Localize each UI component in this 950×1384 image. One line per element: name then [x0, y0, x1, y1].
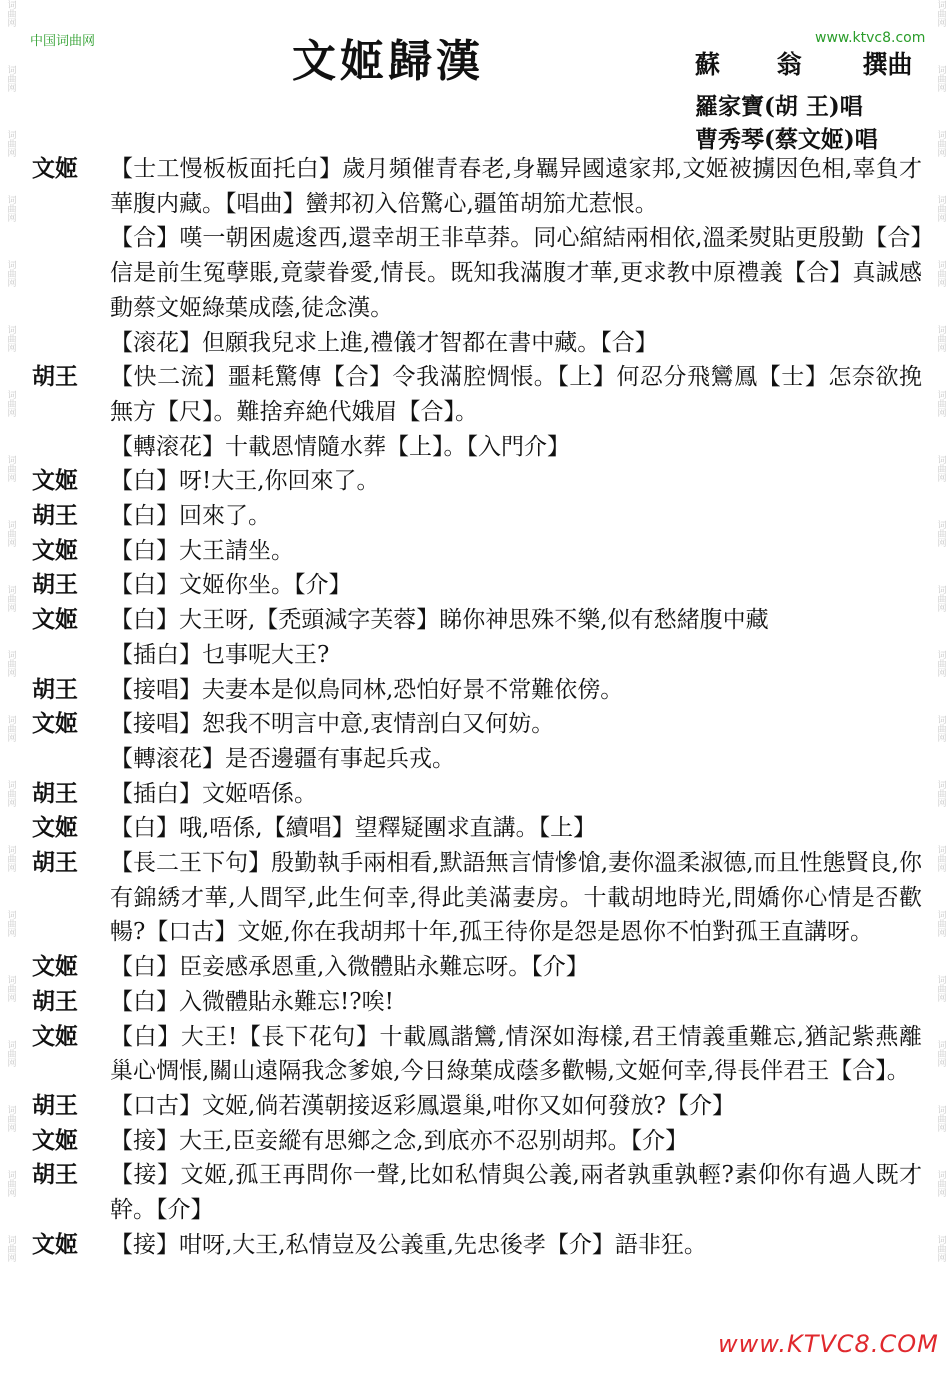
watermark-text: 词曲网 [935, 975, 946, 1002]
watermark-text: 词曲网 [935, 130, 946, 157]
watermark-text: 词曲网 [5, 0, 16, 27]
speaker-label: 胡王 [32, 1091, 78, 1119]
site-url: www.ktvc8.com [815, 30, 926, 46]
script-line [32, 603, 922, 638]
watermark-text: 词曲网 [5, 520, 16, 547]
script-line [32, 638, 922, 673]
watermark-text: 词曲网 [5, 130, 16, 157]
speaker-label [32, 221, 110, 325]
speaker-label: 胡王 [32, 849, 78, 877]
script-body [32, 152, 922, 1263]
watermark-text: 词曲网 [5, 325, 16, 352]
line-text: 【轉滚花】十載恩情隨水葬【上】。【入門介】 [110, 433, 570, 460]
speaker-label: 文姬 [32, 953, 78, 981]
line-text: 【接】文姬,孤王再問你一聲,比如私情與公義,兩者孰重孰輕?素仰你有過人既才幹。【介】 [110, 1162, 922, 1224]
site-name: 中国词曲网 [30, 34, 96, 49]
script-line [32, 326, 922, 361]
speaker-label: 胡王 [32, 1161, 78, 1189]
script-line [32, 1158, 922, 1227]
watermark-text: 词曲网 [5, 780, 16, 807]
composer-role: 撰曲 [862, 50, 913, 79]
script-line [32, 430, 922, 465]
line-text: 【白】入微體貼永難忘!?唉! [110, 988, 394, 1015]
script-line [32, 1124, 922, 1159]
watermark-text: 词曲网 [935, 195, 946, 222]
watermark-text: 词曲网 [935, 910, 946, 937]
line-text: 【白】文姬你坐。【介】 [110, 572, 352, 599]
script-line [32, 464, 922, 499]
watermark-text: 词曲网 [935, 520, 946, 547]
line-text: 【士工慢板板面托白】歲月頻催青春老,身羈异國遠家邦,文姬被擄因色相,辜負才華腹内藏。【唱曲】蠻邦初入倍驚心,疆笛胡笳尤惹恨。 [110, 156, 922, 217]
line-text: 【白】哦,唔係,【續唱】望釋疑團求直講。【上】 [110, 815, 597, 842]
watermark-text: 词曲网 [5, 260, 16, 287]
line-text: 【滚花】但願我兒求上進,禮儀才智都在書中藏。【合】 [110, 329, 658, 356]
speaker-label [32, 326, 110, 361]
speaker-label [32, 638, 110, 673]
script-line [32, 777, 922, 812]
composer-surname: 蘇 [695, 50, 721, 79]
line-text: 【白】大王請坐。 [110, 537, 294, 564]
singer-credit-2: 曹秀琴(蔡文姬)唱 [695, 126, 878, 153]
script-line [32, 707, 922, 742]
line-text: 【白】大王!【長下花句】十載鳳諧鸞,情深如海樣,君王情義重難忘,猶記紫燕離巢心惆悵,關山遠隔我念爹娘,今日綠葉成蔭多歡暢,文姬何幸,得長伴君王【合】。 [110, 1023, 922, 1085]
watermark-text: 词曲网 [5, 1040, 16, 1067]
watermark-text: 词曲网 [935, 585, 946, 612]
composer-credit [695, 45, 912, 81]
watermark-text: 词曲网 [5, 1105, 16, 1132]
watermark-text: 词曲网 [5, 845, 16, 872]
watermark-text: 词曲网 [935, 1170, 946, 1197]
line-text: 【長二王下句】殷勤執手兩相看,默語無言情慘愴,妻你溫柔淑德,而且性態賢良,你有錦綉才華,人間罕,此生何幸,得此美滿妻房。十載胡地時光,問嬌你心情是否歡暢?【口古】文姬,你在我胡邦十年,孤王待你是怨是恩你不怕對孤王直講呀。 [110, 850, 922, 946]
speaker-label: 文姬 [32, 536, 78, 564]
script-line [32, 499, 922, 534]
watermark-text: 词曲网 [5, 585, 16, 612]
line-text: 【插白】文姬唔係。 [110, 780, 317, 807]
watermark-text: 词曲网 [5, 650, 16, 677]
watermark-text: 词曲网 [935, 1105, 946, 1132]
line-text: 【白】臣妾感承恩重,入微體貼永難忘呀。【介】 [110, 954, 589, 981]
watermark-text: 词曲网 [5, 195, 16, 222]
speaker-label: 文姬 [32, 710, 78, 738]
watermark-text: 词曲网 [935, 845, 946, 872]
script-line [32, 360, 922, 429]
script-line [32, 985, 922, 1020]
watermark-text: 词曲网 [935, 715, 946, 742]
script-line [32, 811, 922, 846]
speaker-label: 文姬 [32, 606, 78, 634]
page-title: 文姬歸漢 [292, 36, 484, 87]
watermark-text: 词曲网 [935, 325, 946, 352]
line-text: 【白】回來了。 [110, 503, 271, 530]
script-line [32, 568, 922, 603]
line-text: 【接唱】夫妻本是似鳥同林,恐怕好景不常難依傍。 [110, 676, 624, 703]
speaker-label: 胡王 [32, 502, 78, 530]
script-line [32, 534, 922, 569]
watermark-text: 词曲网 [5, 975, 16, 1002]
watermark-text: 词曲网 [935, 390, 946, 417]
script-line [32, 221, 922, 325]
script-line [32, 1020, 922, 1089]
watermark-text: 词曲网 [935, 1235, 946, 1262]
speaker-label: 文姬 [32, 1126, 78, 1154]
watermark-text: 词曲网 [5, 455, 16, 482]
speaker-label: 文姬 [32, 814, 78, 842]
footer-site-url: www.KTVC8.COM [718, 1330, 939, 1358]
line-text: 【接】大王,臣妾縱有思鄉之念,到底亦不忍别胡邦。【介】 [110, 1127, 689, 1154]
line-text: 【合】嘆一朝困處逡西,還幸胡王非草莽。同心綰結兩相依,溫柔熨貼更殷勤【合】信是前生冤孽賬,竟蒙眷愛,情長。既知我滿腹才華,更求教中原禮義【合】真誠感動蔡文姬綠葉成蔭,徒念漢。 [110, 225, 922, 321]
speaker-label: 胡王 [32, 363, 78, 391]
watermark-right [932, 0, 948, 1384]
script-line [32, 1089, 922, 1124]
watermark-text: 词曲网 [935, 1040, 946, 1067]
speaker-label: 胡王 [32, 987, 78, 1015]
singer-credit-1: 羅家寶(胡 王)唱 [695, 93, 863, 120]
script-line [32, 742, 922, 777]
speaker-label: 文姬 [32, 467, 78, 495]
watermark-text: 词曲网 [935, 455, 946, 482]
watermark-text: 词曲网 [5, 715, 16, 742]
script-line [32, 846, 922, 950]
speaker-label: 胡王 [32, 571, 78, 599]
watermark-text: 词曲网 [5, 390, 16, 417]
speaker-label: 胡王 [32, 675, 78, 703]
watermark-text: 词曲网 [5, 1170, 16, 1197]
speaker-label: 文姬 [32, 1230, 78, 1258]
watermark-text: 词曲网 [935, 260, 946, 287]
script-line [32, 152, 922, 221]
script-line [32, 1228, 922, 1263]
watermark-text: 词曲网 [935, 0, 946, 27]
speaker-label: 文姬 [32, 155, 78, 182]
watermark-text: 词曲网 [5, 910, 16, 937]
line-text: 【轉滚花】是否邊疆有事起兵戎。 [110, 745, 455, 772]
speaker-label [32, 742, 110, 777]
line-text: 【插白】乜事呢大王? [110, 641, 330, 668]
script-line [32, 673, 922, 708]
watermark-text: 词曲网 [935, 65, 946, 92]
watermark-text: 词曲网 [5, 1235, 16, 1262]
watermark-left [2, 0, 18, 1384]
watermark-text: 词曲网 [5, 65, 16, 92]
speaker-label: 文姬 [32, 1022, 78, 1050]
speaker-label [32, 430, 110, 465]
script-line [32, 950, 922, 985]
speaker-label: 胡王 [32, 779, 78, 807]
watermark-text: 词曲网 [935, 780, 946, 807]
line-text: 【接唱】恕我不明言中意,衷情剖白又何妨。 [110, 711, 555, 738]
line-text: 【快二流】噩耗驚傳【合】令我滿腔惆悵。【上】何忍分飛鸞鳳【士】怎奈欲挽無方【尺】。難捨弃絶代娥眉【合】。 [110, 364, 922, 425]
line-text: 【白】呀!大王,你回來了。 [110, 468, 380, 495]
line-text: 【接】咁呀,大王,私情豈及公義重,先忠後孝【介】語非狂。 [110, 1231, 707, 1258]
line-text: 【白】大王呀,【禿頭減字芙蓉】睇你神思殊不樂,似有愁緒腹中藏 [110, 607, 769, 634]
line-text: 【口古】文姬,倘若漢朝接返彩鳳還巢,咁你又如何發放?【介】 [110, 1092, 735, 1119]
composer-name: 翁 [776, 50, 802, 79]
watermark-text: 词曲网 [935, 650, 946, 677]
